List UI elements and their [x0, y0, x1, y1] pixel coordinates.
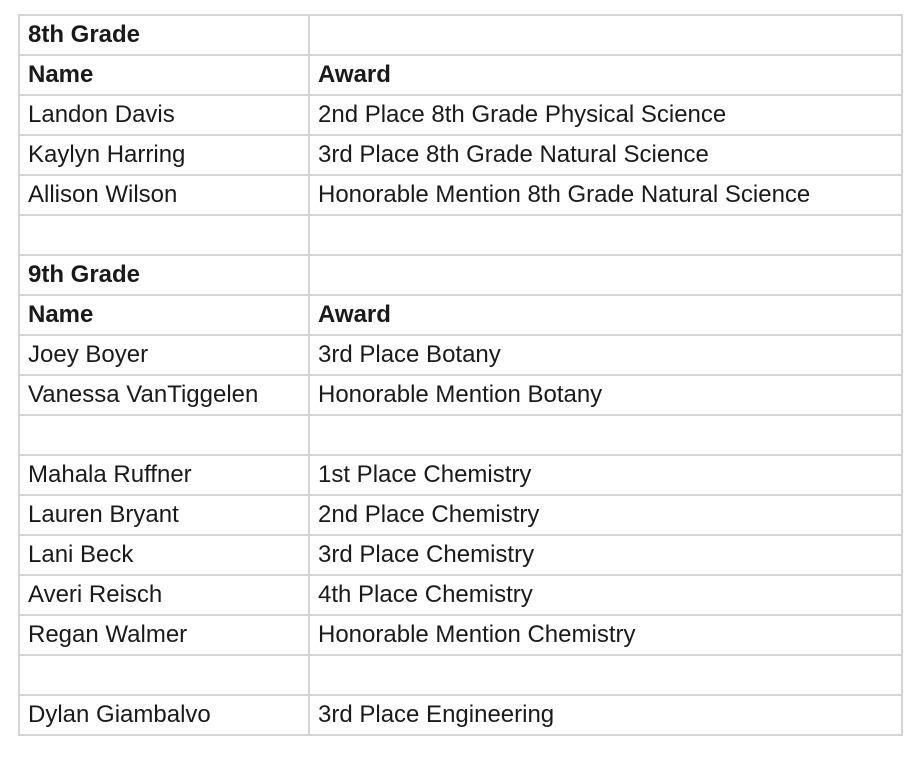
award-cell: 1st Place Chemistry [309, 455, 902, 495]
student-name-cell: Mahala Ruffner [19, 455, 309, 495]
student-name-cell: Lani Beck [19, 535, 309, 575]
table-row [19, 95, 902, 135]
table-row [19, 575, 902, 615]
award-cell: Honorable Mention Botany [309, 375, 902, 415]
grade-section-row [19, 15, 902, 55]
award-cell: Honorable Mention Chemistry [309, 615, 902, 655]
empty-cell [309, 255, 902, 295]
grade-heading-cell: 9th Grade [19, 255, 309, 295]
student-name-cell: Allison Wilson [19, 175, 309, 215]
empty-cell [19, 215, 309, 255]
empty-cell [19, 415, 309, 455]
awards-table-body [19, 15, 902, 735]
student-name-cell: Landon Davis [19, 95, 309, 135]
empty-cell [19, 655, 309, 695]
table-row [19, 695, 902, 735]
empty-cell [309, 655, 902, 695]
table-row [19, 175, 902, 215]
empty-cell [309, 15, 902, 55]
table-row [19, 135, 902, 175]
name-header-cell: Name [19, 295, 309, 335]
award-header-cell: Award [309, 55, 902, 95]
table-row [19, 495, 902, 535]
empty-cell [309, 215, 902, 255]
award-cell: 4th Place Chemistry [309, 575, 902, 615]
table-row [19, 615, 902, 655]
award-cell: 3rd Place Chemistry [309, 535, 902, 575]
award-cell: 2nd Place 8th Grade Physical Science [309, 95, 902, 135]
award-cell: 3rd Place Botany [309, 335, 902, 375]
table-row [19, 335, 902, 375]
name-header-cell: Name [19, 55, 309, 95]
spacer-row [19, 655, 902, 695]
student-name-cell: Lauren Bryant [19, 495, 309, 535]
table-row [19, 535, 902, 575]
student-name-cell: Kaylyn Harring [19, 135, 309, 175]
award-cell: 3rd Place Engineering [309, 695, 902, 735]
student-name-cell: Joey Boyer [19, 335, 309, 375]
table-row [19, 375, 902, 415]
student-name-cell: Dylan Giambalvo [19, 695, 309, 735]
spacer-row [19, 415, 902, 455]
awards-table [18, 14, 903, 736]
spacer-row [19, 215, 902, 255]
award-cell: 2nd Place Chemistry [309, 495, 902, 535]
student-name-cell: Regan Walmer [19, 615, 309, 655]
student-name-cell: Vanessa VanTiggelen [19, 375, 309, 415]
student-name-cell: Averi Reisch [19, 575, 309, 615]
award-cell: Honorable Mention 8th Grade Natural Science [309, 175, 902, 215]
column-header-row [19, 55, 902, 95]
grade-section-row [19, 255, 902, 295]
column-header-row [19, 295, 902, 335]
award-cell: 3rd Place 8th Grade Natural Science [309, 135, 902, 175]
empty-cell [309, 415, 902, 455]
grade-heading-cell: 8th Grade [19, 15, 309, 55]
table-row [19, 455, 902, 495]
award-header-cell: Award [309, 295, 902, 335]
